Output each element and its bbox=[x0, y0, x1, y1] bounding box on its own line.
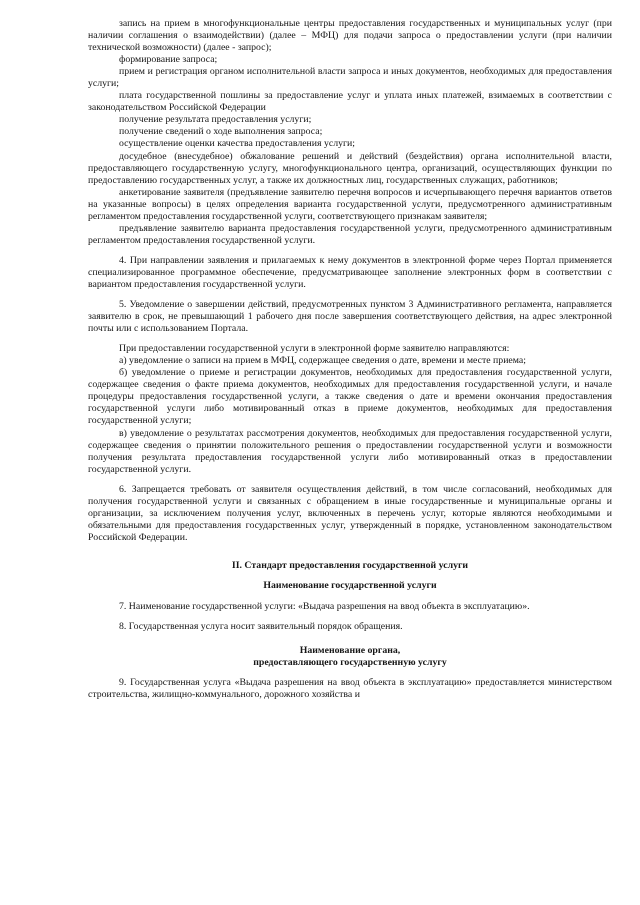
paragraph-4: 4. При направлении заявления и прилагаемых к нему документов в электронной форме через Портал применяется специализированное программное обеспечение, предусматривающее заполнение электронных форм в соответствии с вариантом предоставления государственной услуги. bbox=[88, 254, 612, 290]
list-item: предъявление заявителю варианта предоставления государственной услуги, предусмотренного административным регламентом предоставления государственной услуги. bbox=[88, 222, 612, 246]
list-item: формирование запроса; bbox=[119, 54, 218, 66]
paragraph-9: 9. Государственная услуга «Выдача разрешения на ввод объекта в эксплуатацию» предоставляется министерством строительства, жилищно-коммунального, дорожного хозяйства и bbox=[88, 677, 612, 701]
list-item: запись на прием в многофункциональные центры предоставления государственных и муниципальных услуг (при наличии соглашения о взаимодействии) (далее – МФЦ) для подачи запроса о предоставлении услуги (при наличии технической возможности) (далее - запрос); bbox=[88, 18, 612, 54]
notification-item-a: а) уведомление о записи на прием в МФЦ, содержащее сведения о дате, времени и месте приема; bbox=[119, 355, 526, 367]
subheading-organ-line-1: Наименование органа, bbox=[299, 644, 401, 656]
list-item: анкетирование заявителя (предъявление заявителю перечня вопросов и исчерпывающего перечня вариантов ответов на указанные вопросы) в целях определения варианта государственной услуги, предусмотренного административным регламентом предоставления государственной услуги, соответствующего признакам заявителя; bbox=[88, 186, 612, 222]
service-items-list bbox=[88, 18, 612, 247]
notification-item-b: б) уведомление о приеме и регистрации документов, необходимых для предоставления государственной услуги, содержащее сведения о факте приема документов, необходимых для предоставления государственной услуги, и начале процедуры предоставления государственной услуги, а также сведения о дате и времени окончания предоставления государственной услуги либо мотивированный отказ в приеме документов, необходимых для предоставления государственной услуги; bbox=[88, 367, 612, 427]
list-item: получение результата предоставления услуги; bbox=[119, 114, 312, 126]
list-item: плата государственной пошлины за предоставление услуг и уплата иных платежей, взимаемых в соответствии с законодательством Российской Федерации bbox=[88, 90, 612, 114]
list-item: прием и регистрация органом исполнительной власти запроса и иных документов, необходимых для предоставления услуги; bbox=[88, 66, 612, 90]
subheading-organ-line-2: предоставляющего государственную услугу bbox=[253, 656, 447, 668]
subheading-service-name: Наименование государственной услуги bbox=[263, 580, 437, 592]
notification-item-c: в) уведомление о результатах рассмотрения документов, необходимых для предоставления государственной услуги, содержащее сведения о принятии положительного решения о предоставлении государственной услуги и возможности получения результата предоставления государственной услуги либо мотивированный отказ в предоставлении государственной услуги. bbox=[88, 427, 612, 475]
list-item: осуществление оценки качества предоставления услуги; bbox=[119, 138, 356, 150]
list-item: получение сведений о ходе выполнения запроса; bbox=[119, 126, 323, 138]
paragraph-7: 7. Наименование государственной услуги: «Выдача разрешения на ввод объекта в эксплуатацию». bbox=[119, 600, 530, 612]
list-item: досудебное (внесудебное) обжалование решений и действий (бездействия) органа исполнительной власти, предоставляющего государственную услугу, многофункционального центра, организаций, осуществляющих функции по предоставлению государственных услуг, а также их должностных лиц, государственных служащих, работников; bbox=[88, 150, 612, 186]
paragraph-5: 5. Уведомление о завершении действий, предусмотренных пунктом 3 Административного регламента, направляется заявителю в срок, не превышающий 1 рабочего дня после завершения соответствующего действия, на адрес электронной почты или с использованием Портала. bbox=[88, 299, 612, 335]
section-heading: II. Стандарт предоставления государственной услуги bbox=[231, 559, 469, 571]
subheading-organ bbox=[88, 645, 612, 670]
paragraph-8: 8. Государственная услуга носит заявительный порядок обращения. bbox=[119, 620, 403, 632]
paragraph-6: 6. Запрещается требовать от заявителя осуществления действий, в том числе согласований, необходимых для получения государственной услуги и связанных с обращением в иные государственные и муниципальные органы и организации, за исключением получения услуг, включенных в перечень услуг, которые являются необходимыми и обязательными для предоставления государственных услуг, утвержденный в порядке, установленном законодательством Российской Федерации. bbox=[88, 483, 612, 543]
notification-intro: При предоставлении государственной услуги в электронной форме заявителю направляются: bbox=[119, 343, 510, 355]
